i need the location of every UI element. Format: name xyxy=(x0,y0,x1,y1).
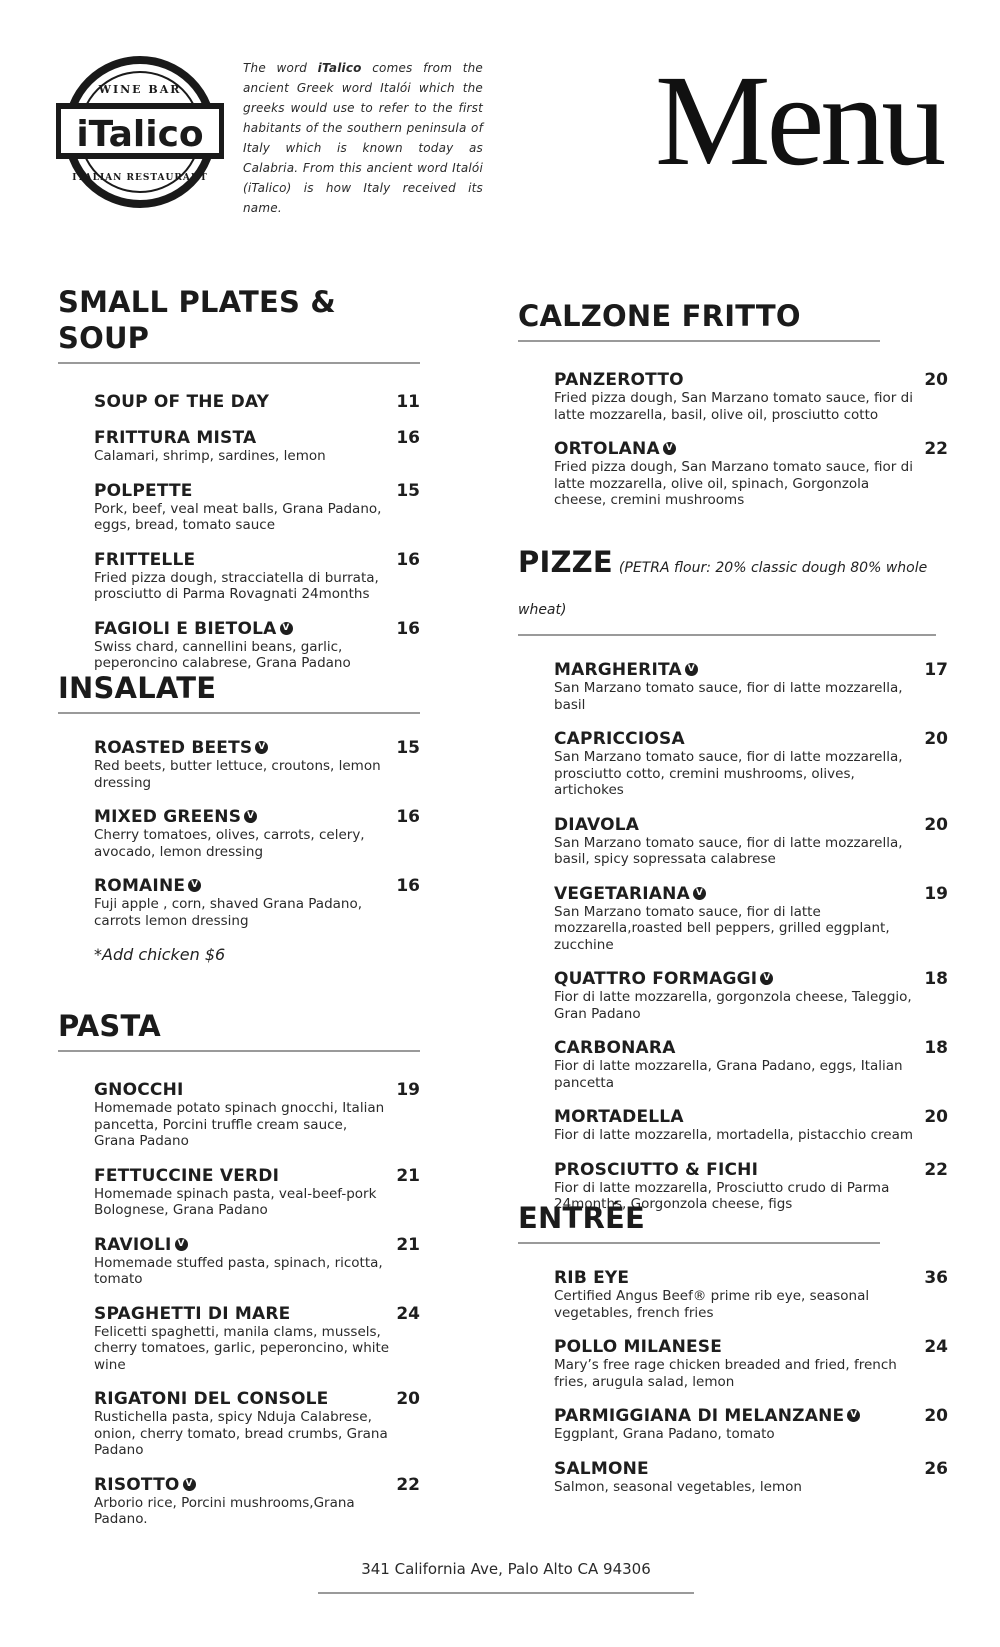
menu-item-price: 16 xyxy=(396,807,420,827)
vegetarian-icon: V xyxy=(847,1409,860,1422)
menu-item xyxy=(94,481,420,534)
menu-item-price: 24 xyxy=(924,1337,948,1357)
menu-item-name: ROASTED BEETS V xyxy=(94,738,420,758)
pizze-flour-note: (PETRA flour: 20% classic dough 80% whole wheat) xyxy=(518,560,928,618)
menu-item-description: Homemade spinach pasta, veal-beef-pork Bolognese, Grana Padano xyxy=(94,1185,377,1218)
menu-item xyxy=(554,1459,948,1496)
menu-item-name: RAVIOLI V xyxy=(94,1235,420,1255)
menu-item-price: 18 xyxy=(924,969,948,989)
menu-item xyxy=(94,619,420,672)
menu-item-price: 22 xyxy=(396,1474,420,1495)
menu-item xyxy=(94,1475,420,1528)
menu-item-description: Pork, beef, veal meat balls, Grana Padano, eggs, bread, tomato sauce xyxy=(94,500,382,533)
section-entree xyxy=(518,1200,948,1511)
menu-item-description: Salmon, seasonal vegetables, lemon xyxy=(554,1478,802,1495)
menu-item-name: RIGATONI DEL CONSOLE xyxy=(94,1389,329,1409)
menu-item-name: GNOCCHI xyxy=(94,1080,184,1100)
menu-item-price: 11 xyxy=(396,392,420,412)
menu-item-name: MARGHERITA V xyxy=(554,660,948,680)
vegetarian-icon: V xyxy=(188,879,201,892)
vegetarian-icon: V xyxy=(760,972,773,985)
menu-item xyxy=(94,1389,420,1459)
section-small-plates xyxy=(58,284,420,688)
section-insalate xyxy=(58,670,420,964)
menu-item xyxy=(554,370,948,423)
menu-item-description: San Marzano tomato sauce, fior di latte mozzarella, prosciutto cotto, cremini mushrooms, olives, artichokes xyxy=(554,749,903,798)
menu-item-price: 18 xyxy=(924,1038,948,1058)
menu-item-price: 21 xyxy=(396,1234,420,1255)
logo-bottom-text: ITALIAN RESTAURANT xyxy=(72,173,208,183)
menu-item xyxy=(94,738,420,791)
menu-item-price: 20 xyxy=(924,1406,948,1426)
menu-item-description: Fuji apple , corn, shaved Grana Padano, carrots lemon dressing xyxy=(94,896,363,929)
menu-item-description: Certified Angus Beef® prime rib eye, seasonal vegetables, french fries xyxy=(554,1288,870,1321)
footer-address: 341 California Ave, Palo Alto CA 94306 xyxy=(318,1560,694,1594)
menu-item-description: Fried pizza dough, San Marzano tomato sauce, fior di latte mozzarella, olive oil, spinach, Gorgonzola cheese, cremini mushrooms xyxy=(554,459,913,508)
menu-item-price: 20 xyxy=(924,814,948,835)
menu-item-description: Fior di latte mozzarella, gorgonzola cheese, Taleggio, Gran Padano xyxy=(554,989,912,1022)
menu-item-name: ROMAINE V xyxy=(94,876,420,896)
menu-item-description: Fried pizza dough, stracciatella di burrata, prosciutto di Parma Rovagnati 24months xyxy=(94,569,379,602)
menu-item xyxy=(94,392,420,412)
menu-item xyxy=(554,1337,948,1390)
menu-item-description: San Marzano tomato sauce, fior di latte mozzarella, basil, spicy sopressata calabrese xyxy=(554,834,903,867)
menu-item-price: 22 xyxy=(924,1159,948,1180)
vegetarian-icon: V xyxy=(255,741,268,754)
section-title: PIZZE (PETRA flour: 20% classic dough 80% whole wheat) xyxy=(518,544,936,636)
menu-item-name: FETTUCCINE VERDI xyxy=(94,1165,280,1186)
menu-item-name: QUATTRO FORMAGGI V xyxy=(554,969,948,989)
menu-item-name: SPAGHETTI DI MARE xyxy=(94,1303,291,1324)
menu-item xyxy=(554,1107,948,1144)
add-chicken-note: *Add chicken $6 xyxy=(94,945,226,964)
menu-item-price: 20 xyxy=(924,1107,948,1127)
menu-item-name: MIXED GREENS V xyxy=(94,807,420,827)
menu-item-name: SOUP OF THE DAY xyxy=(94,392,270,412)
menu-item-description: Calamari, shrimp, sardines, lemon xyxy=(94,448,326,464)
menu-item-name: POLPETTE xyxy=(94,480,193,501)
menu-item xyxy=(554,660,948,713)
menu-item-description: Rustichella pasta, spicy Nduja Calabrese, onion, cherry tomato, bread crumbs, Grana Padano xyxy=(94,1409,388,1458)
menu-item-description: Cherry tomatoes, olives, carrots, celery, avocado, lemon dressing xyxy=(94,827,365,860)
menu-item-price: 16 xyxy=(396,428,420,448)
vegetarian-icon: V xyxy=(663,442,676,455)
menu-item-description: Felicetti spaghetti, manila clams, mussels, cherry tomatoes, garlic, peperoncino, white wine xyxy=(94,1323,390,1373)
menu-item xyxy=(94,1166,420,1219)
menu-item xyxy=(94,550,420,603)
menu-item xyxy=(554,815,948,868)
menu-item-description: Arborio rice, Porcini mushrooms,Grana Padano. xyxy=(94,1494,355,1527)
section-pasta xyxy=(58,1008,420,1544)
menu-item-name: FAGIOLI E BIETOLA V xyxy=(94,619,420,639)
menu-item xyxy=(94,1235,420,1288)
section-title: INSALATE xyxy=(58,670,420,714)
menu-item-name: POLLO MILANESE xyxy=(554,1337,723,1357)
menu-item-price: 19 xyxy=(924,883,948,904)
menu-item-name: MORTADELLA xyxy=(554,1107,684,1127)
vegetarian-icon: V xyxy=(244,810,257,823)
menu-item-name: RIB EYE xyxy=(554,1268,630,1288)
menu-item-price: 16 xyxy=(396,876,420,896)
menu-item-name: CARBONARA xyxy=(554,1038,676,1058)
logo-name: iTalico xyxy=(76,114,204,155)
logo-top-text: WINE BAR xyxy=(98,83,182,96)
menu-item-price: 22 xyxy=(924,439,948,459)
menu-item xyxy=(554,884,948,954)
menu-item-name: SALMONE xyxy=(554,1458,649,1479)
italico-logo xyxy=(56,56,224,208)
menu-item-price: 20 xyxy=(396,1389,420,1409)
menu-item-name: RISOTTO V xyxy=(94,1475,420,1495)
menu-item-name: PROSCIUTTO & FICHI xyxy=(554,1159,759,1180)
menu-item xyxy=(94,876,420,929)
vegetarian-icon: V xyxy=(280,622,293,635)
menu-item xyxy=(554,969,948,1022)
section-title: CALZONE FRITTO xyxy=(518,298,880,342)
menu-item-description: Swiss chard, cannellini beans, garlic, peperoncino calabrese, Grana Padano xyxy=(94,638,351,671)
menu-item xyxy=(94,807,420,860)
menu-item-description: Fried pizza dough, San Marzano tomato sauce, fior di latte mozzarella, basil, olive oil, prosciutto cotto xyxy=(554,390,913,423)
section-title: SMALL PLATES & SOUP xyxy=(58,284,420,364)
menu-item-name: FRITTURA MISTA xyxy=(94,428,257,448)
intro-text: The word iTalico comes from the ancient Greek word Italói which the greeks would use to refer to the first habitants of the southern peninsula of Italy which is known today as Calabria. From this ancient word Italói (iTalico) is how Italy received its name. xyxy=(243,61,483,215)
vegetarian-icon: V xyxy=(183,1478,196,1491)
menu-item-price: 36 xyxy=(924,1268,948,1288)
menu-item xyxy=(554,729,948,799)
menu-item-name: PARMIGGIANA DI MELANZANE V xyxy=(554,1406,948,1426)
menu-item-name: CAPRICCIOSA xyxy=(554,729,685,749)
menu-item-description: San Marzano tomato sauce, fior di latte mozzarella, basil xyxy=(554,680,903,713)
menu-item-price: 15 xyxy=(396,480,420,501)
menu-item-price: 24 xyxy=(396,1303,420,1324)
menu-item-description: Fior di latte mozzarella, mortadella, pistacchio cream xyxy=(554,1127,914,1143)
section-pizze xyxy=(518,544,948,1229)
menu-item-price: 20 xyxy=(924,729,948,749)
vegetarian-icon: V xyxy=(175,1238,188,1251)
vegetarian-icon: V xyxy=(693,887,706,900)
menu-item-price: 21 xyxy=(396,1165,420,1186)
intro-brand: iTalico xyxy=(317,61,362,75)
menu-item-price: 16 xyxy=(396,618,420,639)
section-calzone xyxy=(518,298,948,525)
section-title: PASTA xyxy=(58,1008,420,1052)
menu-item-name: FRITTELLE xyxy=(94,549,196,570)
menu-item xyxy=(94,1304,420,1374)
menu-item-price: 26 xyxy=(924,1458,948,1479)
menu-item-description: Mary’s free rage chicken breaded and fried, french fries, arugula salad, lemon xyxy=(554,1357,897,1390)
menu-item-description: Homemade stuffed pasta, spinach, ricotta, tomato xyxy=(94,1254,383,1287)
menu-item-price: 20 xyxy=(924,370,948,390)
menu-item-price: 15 xyxy=(396,738,420,758)
page-title: Menu xyxy=(655,49,943,193)
menu-item-description: Homemade potato spinach gnocchi, Italian pancetta, Porcini truffle cream sauce, Grana Padano xyxy=(94,1100,385,1149)
menu-item-price: 16 xyxy=(396,549,420,570)
menu-item xyxy=(554,1406,948,1443)
menu-item xyxy=(554,1268,948,1321)
menu-item xyxy=(94,428,420,465)
vegetarian-icon: V xyxy=(685,663,698,676)
menu-item-description: Eggplant, Grana Padano, tomato xyxy=(554,1426,775,1442)
menu-item xyxy=(554,439,948,509)
menu-item-name: VEGETARIANA V xyxy=(554,884,948,904)
menu-item-description: Fior di latte mozzarella, Prosciutto crudo di Parma 24months, Gorgonzola cheese, figs xyxy=(554,1179,890,1212)
menu-item-price: 19 xyxy=(396,1080,420,1100)
menu-item-description: Fior di latte mozzarella, Grana Padano, eggs, Italian pancetta xyxy=(554,1058,903,1091)
menu-item xyxy=(554,1038,948,1091)
menu-item-name: ORTOLANA V xyxy=(554,439,948,459)
menu-item-description: Red beets, butter lettuce, croutons, lemon dressing xyxy=(94,758,381,791)
menu-item xyxy=(94,1080,420,1150)
menu-item-description: San Marzano tomato sauce, fior di latte mozzarella,roasted bell peppers, grilled eggplant, zucchine xyxy=(554,903,890,953)
menu-item-name: PANZEROTTO xyxy=(554,370,684,390)
menu-item-name: DIAVOLA xyxy=(554,814,640,835)
section-title: ENTRÉE xyxy=(518,1200,880,1244)
menu-item-price: 17 xyxy=(924,660,948,680)
